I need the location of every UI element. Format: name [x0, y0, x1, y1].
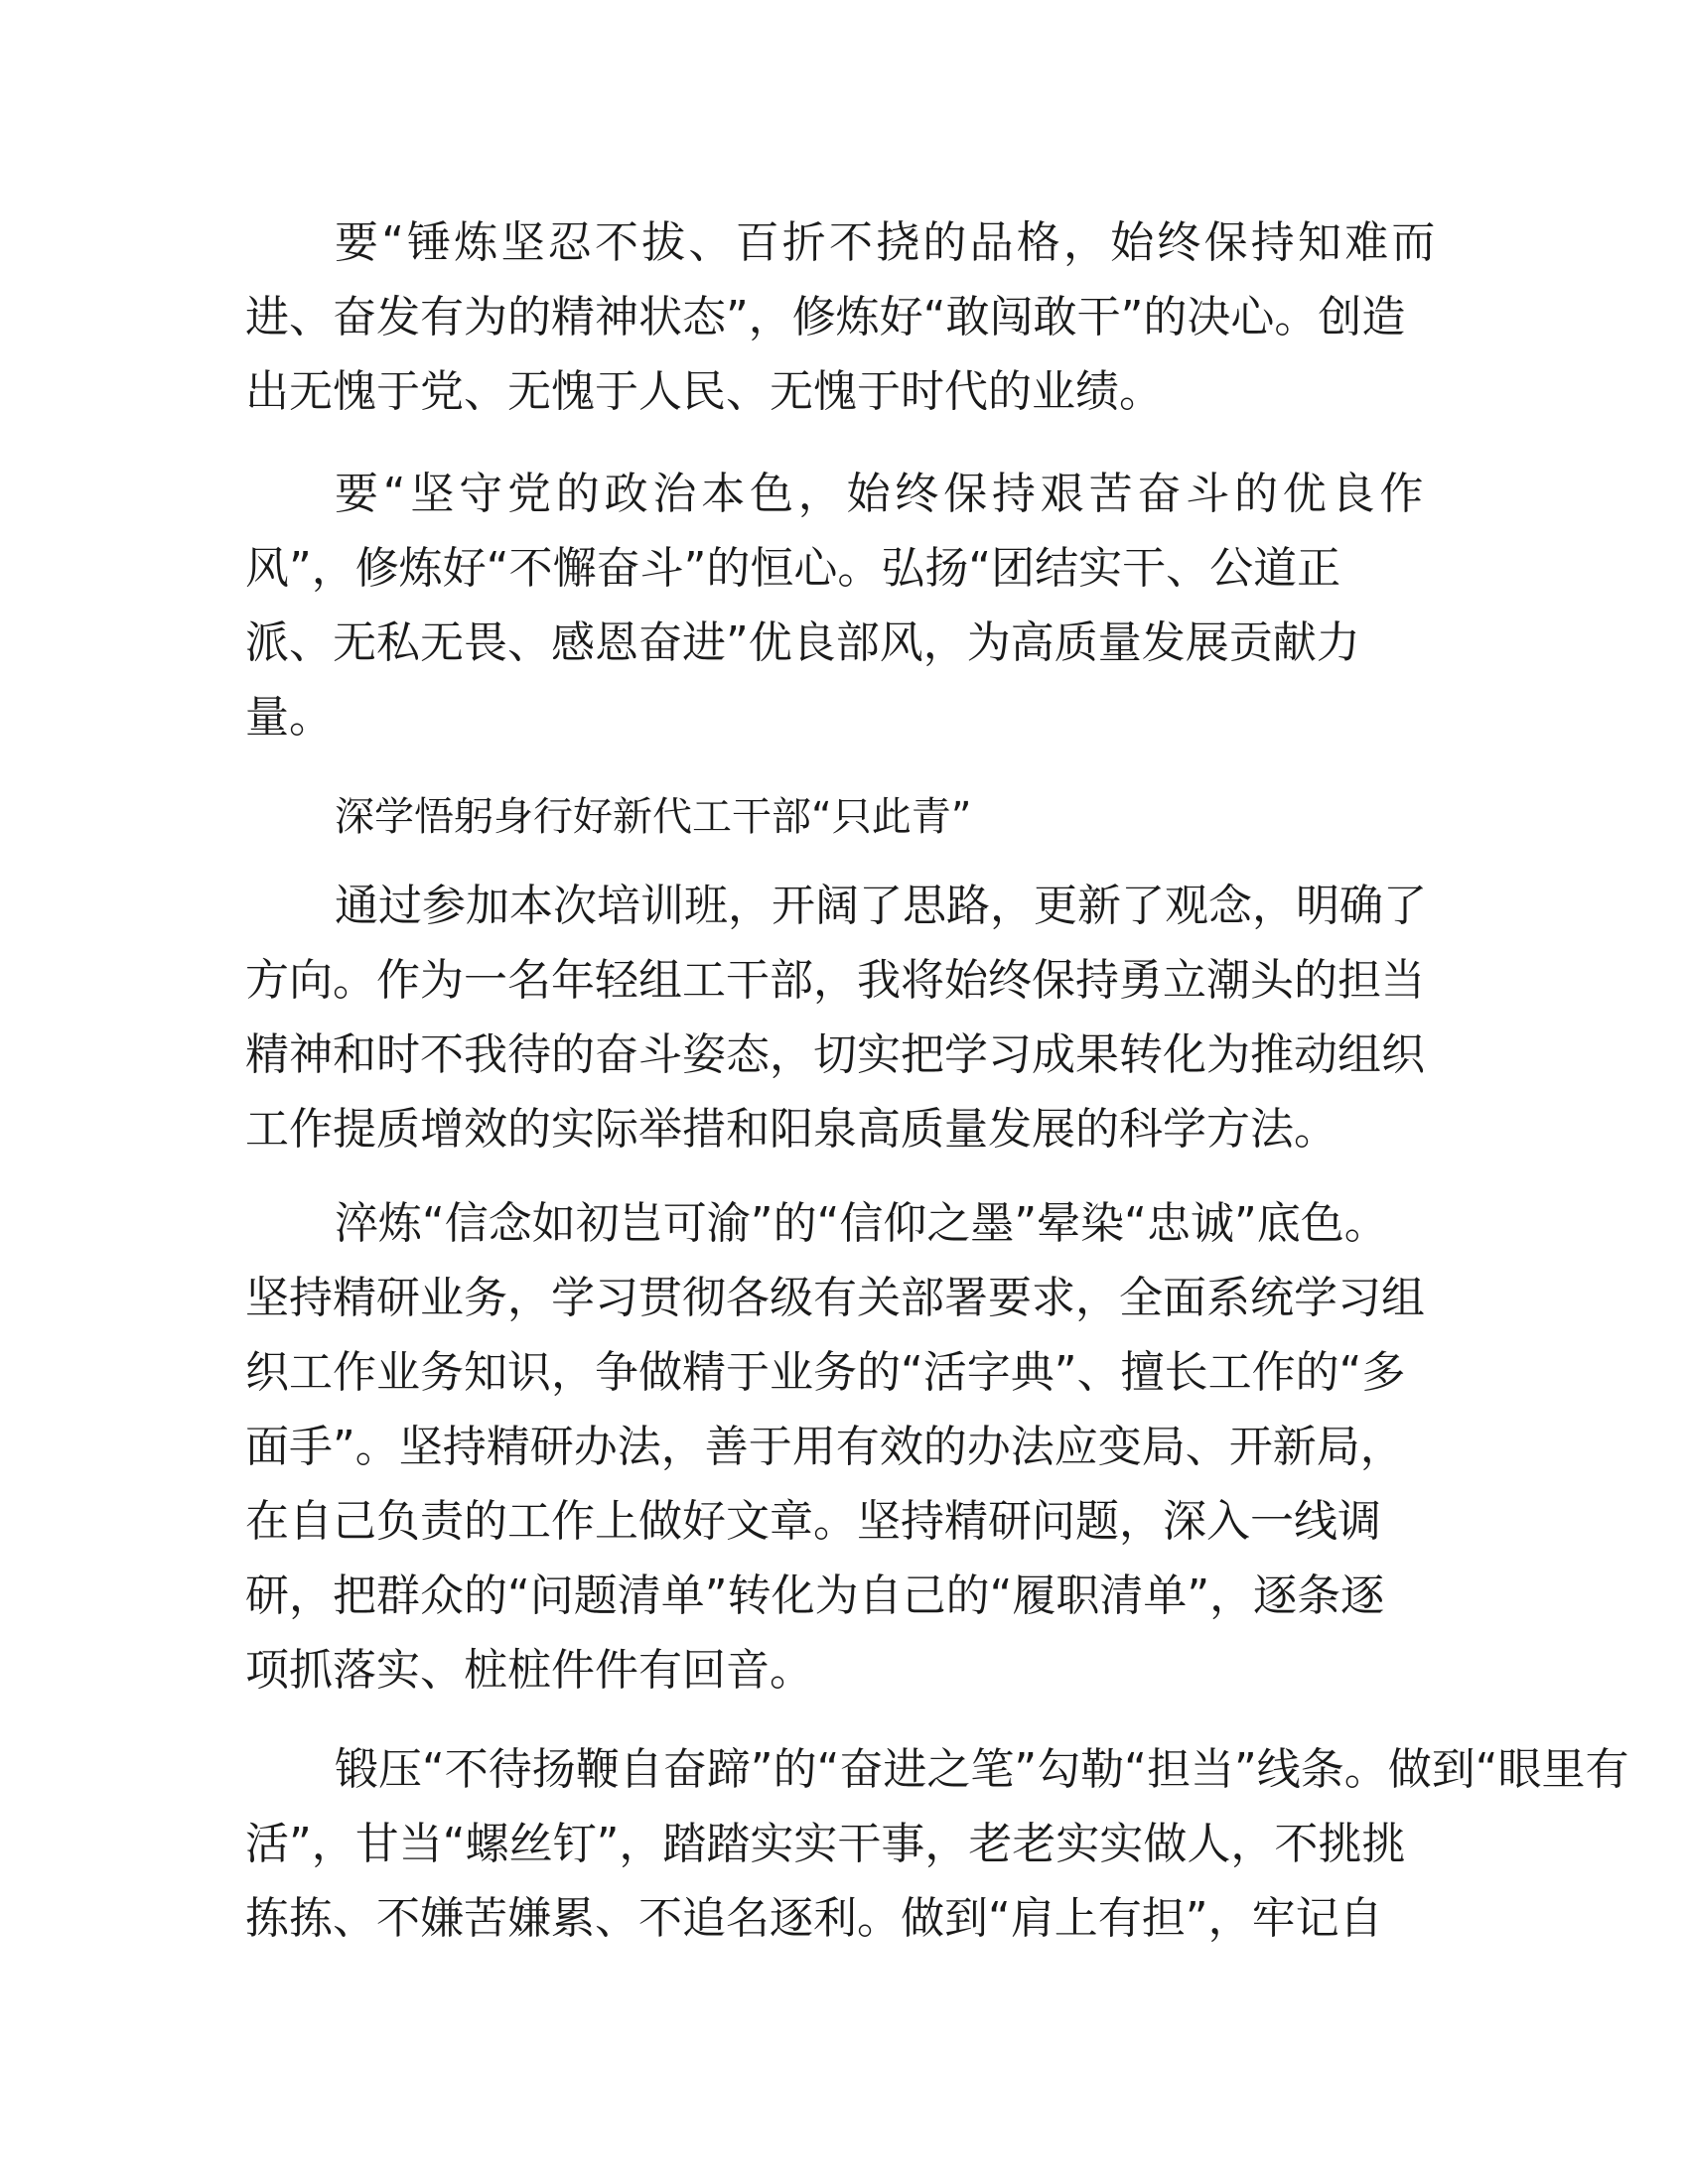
section-heading: 深学悟躬身行好新代工干部“只此青”	[335, 794, 972, 840]
paragraph-1-line-1: 要“锤炼坚忍不拔、百折不挠的品格，始终保持知难而	[335, 217, 1439, 268]
paragraph-4-line-2: 坚持精研业务，学习贯彻各级有关部署要求，全面系统学习组	[245, 1273, 1425, 1323]
paragraph-5-line-1: 锻压“不待扬鞭自奋蹄”的“奋进之笔”勾勒“担当”线条。做到“眼里有	[335, 1744, 1629, 1795]
paragraph-3-line-2: 方向。作为一名年轻组工干部，我将始终保持勇立潮头的担当	[245, 955, 1425, 1006]
paragraph-4-line-1: 淬炼“信念如初岂可渝”的“信仰之墨”晕染“忠诚”底色。	[335, 1198, 1388, 1249]
paragraph-2-line-3: 派、无私无畏、感恩奋进”优良部风，为高质量发展贡献力	[245, 617, 1360, 668]
paragraph-4-line-4: 面手”。坚持精研办法，善于用有效的办法应变局、开新局，	[245, 1422, 1404, 1472]
paragraph-2-line-2: 风”，修炼好“不懈奋斗”的恒心。弘扬“团结实干、公道正	[245, 543, 1341, 594]
paragraph-1-line-2: 进、奋发有为的精神状态”，修炼好“敢闯敢干”的决心。创造	[245, 292, 1406, 342]
paragraph-1-line-3: 出无愧于党、无愧于人民、无愧于时代的业绩。	[245, 366, 1163, 417]
paragraph-4-line-5: 在自己负责的工作上做好文章。坚持精研问题，深入一线调	[245, 1496, 1381, 1547]
paragraph-5-line-2: 活”，甘当“螺丝钉”，踏踏实实干事，老老实实做人，不挑挑	[245, 1819, 1406, 1869]
paragraph-4-line-7: 项抓落实、桩桩件件有回音。	[245, 1645, 813, 1696]
paragraph-3-line-4: 工作提质增效的实际举措和阳泉高质量发展的科学方法。	[245, 1104, 1337, 1155]
paragraph-2-line-1: 要“坚守党的政治本色，始终保持艰苦奋斗的优良作	[335, 469, 1429, 519]
paragraph-4-line-3: 织工作业务知识，争做精于业务的“活字典”、擅长工作的“多	[245, 1347, 1406, 1398]
paragraph-3-line-3: 精神和时不我待的奋斗姿态，切实把学习成果转化为推动组织	[245, 1029, 1425, 1080]
paragraph-4-line-6: 研，把群众的“问题清单”转化为自己的“履职清单”，逐条逐	[245, 1570, 1385, 1621]
paragraph-5-line-3: 拣拣、不嫌苦嫌累、不追名逐利。做到“肩上有担”，牢记自	[245, 1893, 1383, 1944]
paragraph-2-line-4: 量。	[245, 692, 333, 743]
paragraph-3-line-1: 通过参加本次培训班，开阔了思路，更新了观念，明确了	[335, 881, 1427, 931]
